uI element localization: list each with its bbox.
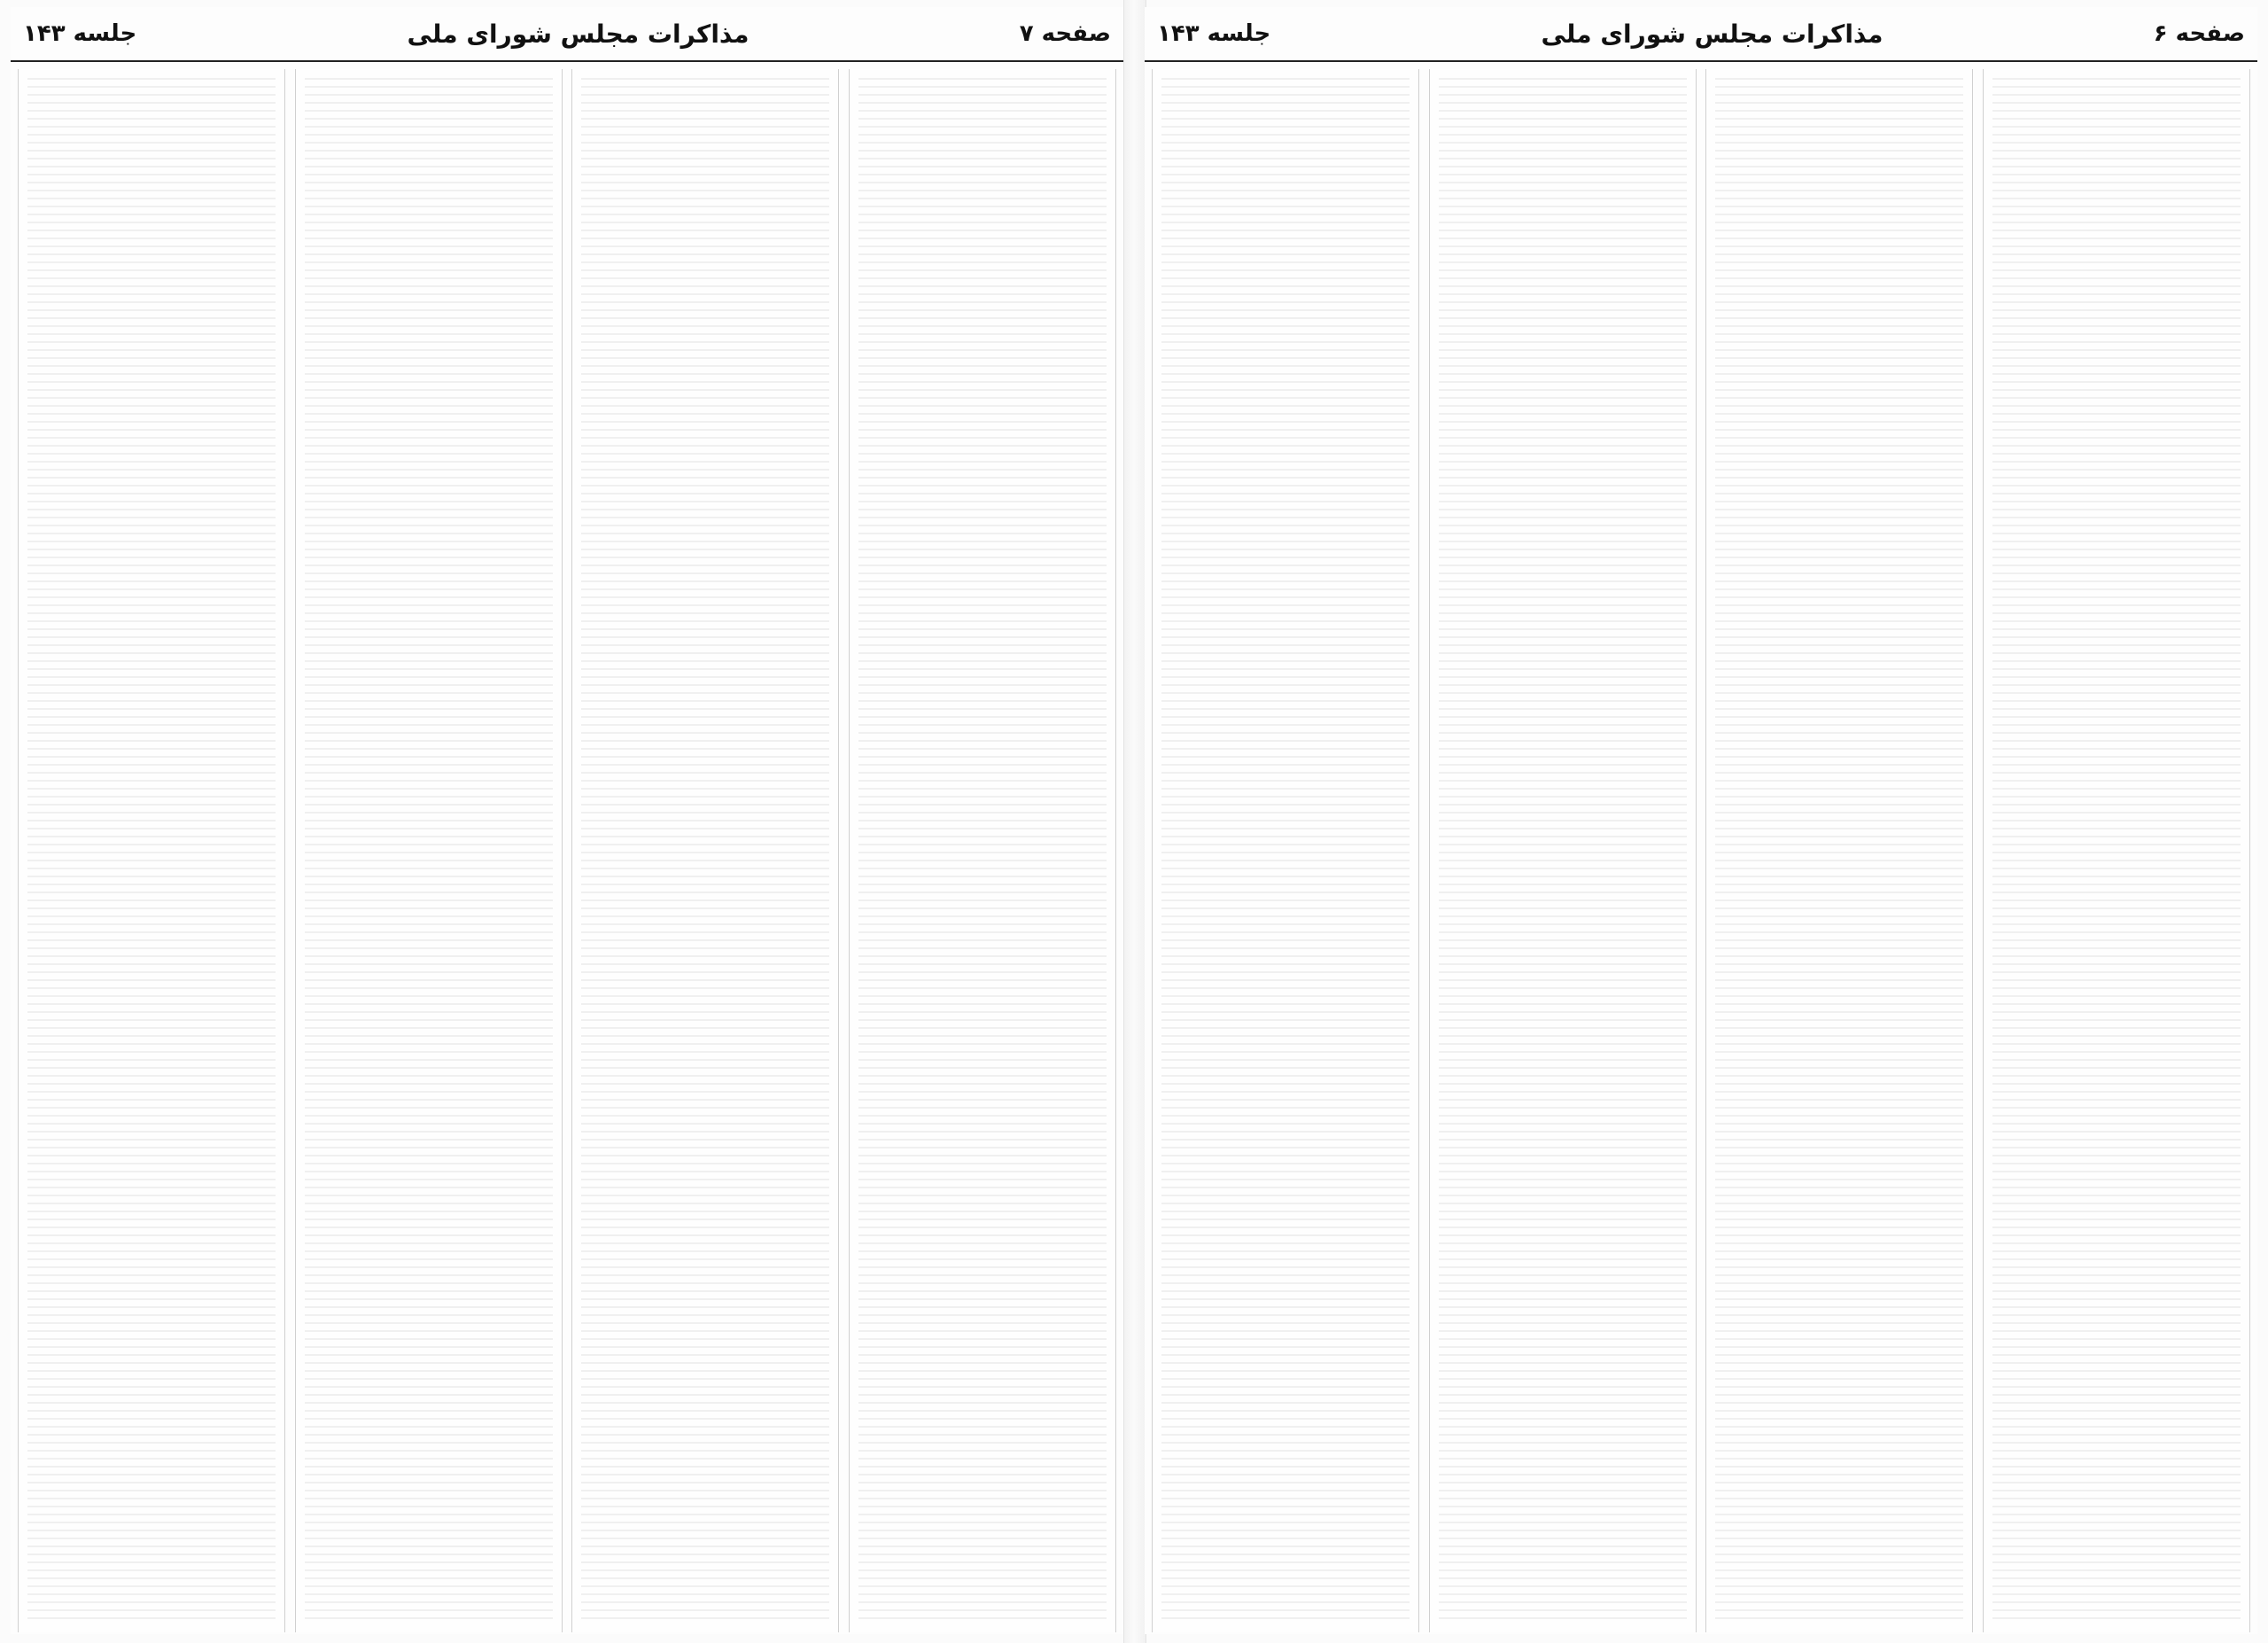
session-number: جلسه ۱۴۳ [23,20,137,47]
page-number: صفحه ۷ [1019,20,1111,47]
column-3 [571,69,839,1632]
left-page [11,7,1123,1634]
left-page-header-session [23,20,136,47]
page-gutter [1123,0,1146,1643]
right-page-columns [1145,69,2257,1632]
column-2 [1429,69,1697,1632]
page-title: مذاکرات مجلس شورای ملی [1541,19,1884,49]
page-title: مذاکرات مجلس شورای ملی [407,19,750,49]
column-2 [295,69,563,1632]
page-number: صفحه ۶ [2153,20,2245,47]
right-page [1145,7,2257,1634]
left-page-columns [11,69,1123,1632]
column-4 [1983,69,2250,1632]
session-number: جلسه ۱۴۳ [1157,20,1271,47]
right-page-header-title [1542,19,1884,49]
column-3 [1705,69,1973,1632]
column-1 [18,69,285,1632]
left-page-header-title [408,19,750,49]
right-page-header-session [1157,20,1270,47]
column-4 [849,69,1116,1632]
right-page-header-page [2154,20,2245,47]
left-page-header [11,7,1123,62]
right-page-header [1145,7,2257,62]
left-page-header-page [1020,20,1111,47]
column-1 [1152,69,1419,1632]
